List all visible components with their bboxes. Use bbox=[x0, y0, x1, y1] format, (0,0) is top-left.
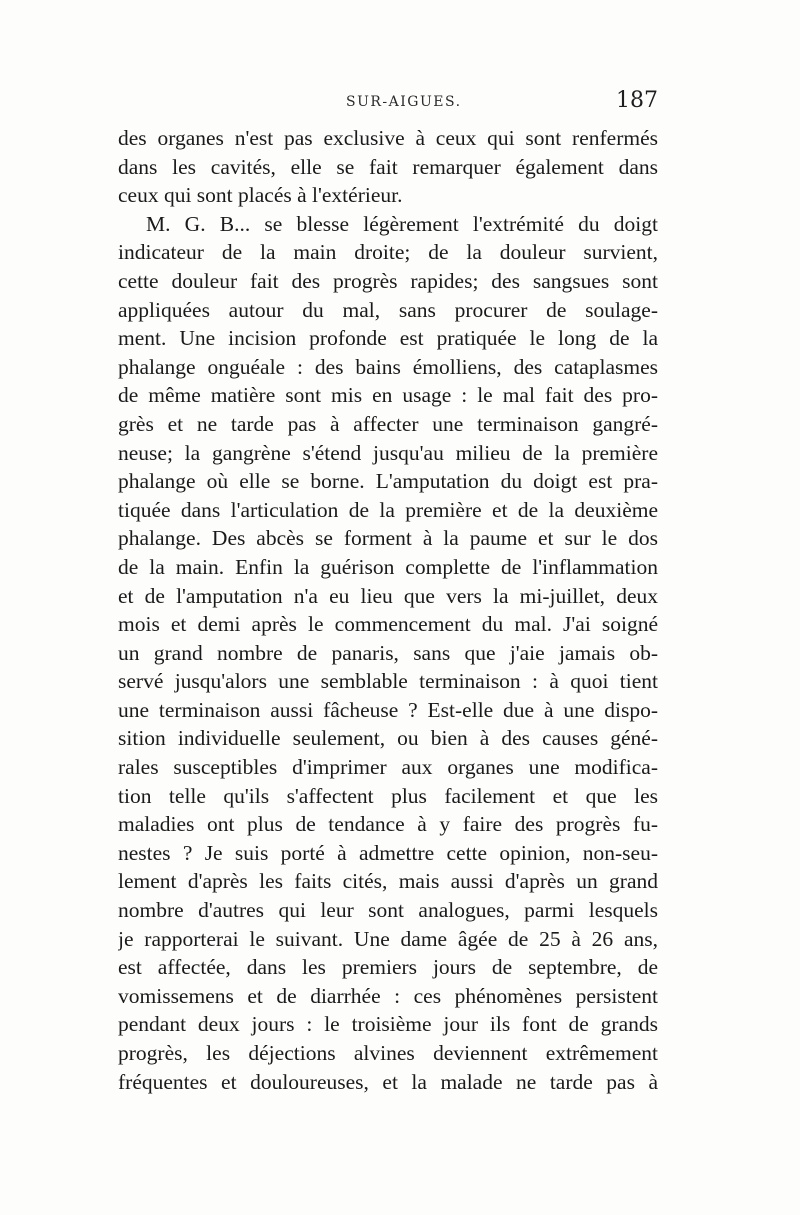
text-line: M. G. B... se blesse légèrement l'extrémité du doigt bbox=[146, 211, 658, 236]
text-line: appliquées autour du mal, sans procurer de soulage- bbox=[118, 297, 658, 322]
text-line: une terminaison aussi fâcheuse ? Est-elle due à une dispo- bbox=[118, 697, 658, 722]
text-line: dans les cavités, elle se fait remarquer également dans bbox=[118, 154, 658, 179]
text-line: phalange où elle se borne. L'amputation du doigt est pra- bbox=[118, 469, 658, 494]
text-line: sition individuelle seulement, ou bien à des causes géné- bbox=[118, 726, 658, 751]
text-line: lement d'après les faits cités, mais aussi d'après un grand bbox=[118, 869, 658, 894]
text-line: indicateur de la main droite; de la douleur survient, bbox=[118, 240, 658, 265]
text-line: rales susceptibles d'imprimer aux organes une modifica- bbox=[118, 755, 658, 780]
text-line: des organes n'est pas exclusive à ceux qui sont renfermés bbox=[118, 126, 658, 150]
text-line: est affectée, dans les premiers jours de septembre, de bbox=[118, 955, 658, 980]
text-line: servé jusqu'alors une semblable terminaison : à quoi tient bbox=[118, 669, 658, 694]
text-line: phalange onguéale : des bains émolliens, des cataplasmes bbox=[118, 354, 658, 379]
text-line: et de l'amputation n'a eu lieu que vers la mi-juillet, deux bbox=[118, 583, 658, 608]
text-line: grès et ne tarde pas à affecter une terminaison gangré- bbox=[118, 411, 658, 436]
text-line: un grand nombre de panaris, sans que j'aie jamais ob- bbox=[118, 640, 658, 665]
text-line: progrès, les déjections alvines deviennent extrêmement bbox=[118, 1041, 658, 1065]
text-line: cette douleur fait des progrès rapides; des sangsues sont bbox=[118, 268, 658, 293]
text-line: neuse; la gangrène s'étend jusqu'au milieu de la première bbox=[118, 440, 658, 465]
text-line: fréquentes et douloureuses, et la malade ne tarde pas à bbox=[118, 1069, 658, 1094]
text-line: de la main. Enfin la guérison complette de l'inflammation bbox=[118, 554, 658, 579]
text-line: phalange. Des abcès se forment à la paume et sur le dos bbox=[118, 526, 658, 551]
running-head bbox=[118, 88, 658, 118]
text-line: pendant deux jours : le troisième jour ils font de grands bbox=[118, 1012, 658, 1037]
text-line: tion telle qu'ils s'affectent plus facilement et que les bbox=[118, 783, 658, 808]
text-line: mois et demi après le commencement du mal. J'ai soigné bbox=[118, 612, 658, 637]
text-line: nestes ? Je suis porté à admettre cette opinion, non-seu- bbox=[118, 840, 658, 865]
page-number: 187 bbox=[616, 88, 658, 113]
text-line: de même matière sont mis en usage : le mal fait des pro- bbox=[118, 383, 658, 408]
text-line: maladies ont plus de tendance à y faire des progrès fu- bbox=[118, 812, 658, 837]
text-line: vomissemens et de diarrhée : ces phénomènes persistent bbox=[118, 983, 658, 1008]
text-line: je rapporterai le suivant. Une dame âgée de 25 à 26 ans, bbox=[118, 926, 658, 951]
text-line: ment. Une incision profonde est pratiquée le long de la bbox=[118, 326, 658, 351]
body-text bbox=[118, 124, 658, 1096]
running-title: SUR-AIGUES. bbox=[346, 94, 462, 110]
text-line: ceux qui sont placés à l'extérieur. bbox=[118, 183, 403, 208]
text-line: tiquée dans l'articulation de la première et de la deuxième bbox=[118, 497, 658, 522]
text-line: nombre d'autres qui leur sont analogues, parmi lesquels bbox=[118, 898, 658, 923]
